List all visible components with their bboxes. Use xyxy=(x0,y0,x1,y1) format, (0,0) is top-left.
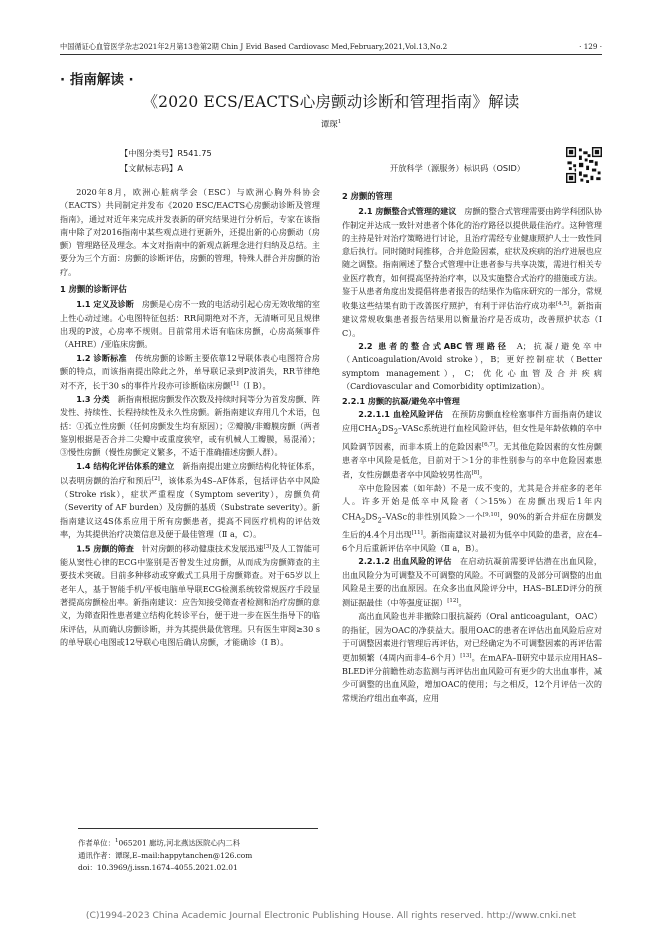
page-number: · 129 · xyxy=(579,42,602,51)
paragraph-1-4: 1.4 结构化评估体系的建立 新指南提出建立房颤结构化特征体系，以表明房颤的治疗和预后[2]，该体系为4S–AF体系，包括评估卒中风险（Stroke risk），症状严重程度（Symptom severity），房颤负荷（Severity of AF burden）及房颤的基质（Substrate severity）。新指南建议这4S体系应用于所有房颤患者，提高不同医疗机构的评估效率，为其提供治疗决策信息及便于最佳管理（Ⅱ a，C）。 xyxy=(60,460,320,539)
author: 谭琛$^1$ xyxy=(320,119,342,130)
qr-code-icon xyxy=(566,147,602,183)
paragraph-1-1: 1.1 定义及诊断 房颤是心房不一致的电活动引起心房无效收缩的室上性心动过速。心电图特征包括：RR间期绝对不齐，无清晰可见且规律出现的P波，心房率不规则。目前常用术语有临床房颤，心房高频事件（AHRE）/亚临床房颤。 xyxy=(60,299,320,350)
subsection-heading-2-2-1: 2.2.1 房颤的抗凝/避免卒中管理 xyxy=(342,396,460,407)
paragraph-stroke-risk: 卒中危险因素（如年龄）不是一成不变的，尤其是合并症多的老年人。许多开始是低卒中风险者（＞15%）在房颤出现后1年内$CHA_2DS_2$–VASc的非性别风险＞一个[9,10]，90%的新合并症在房颤发生后的4.4个月出现[11]。新指南建议对最初为低卒中风险的患者，应在4–6个月后重新评估卒中风险（Ⅱ a，B）。 xyxy=(342,482,602,554)
clc-number: 【中图分类号】R541.75 xyxy=(120,148,212,158)
doi: doi：10.3969/j.issn.1674–4055.2021.02.01 xyxy=(78,863,238,873)
paragraph-2-2: 2.2 患者的整合式ABC管理路径 A；抗凝/避免卒中（Anticoagulation/Avoid stroke），B；更好控制症状（Better symptom management），C；优化心血管及合并疾病（Cardiovascular and Comorbidity optimization）。 xyxy=(342,340,603,391)
paragraph-1-3: 1.3 分类 新指南根据房颤发作次数及持续时间等分为首发房颤、阵发性、持续性、长程持续性及永久性房颤。新指南建议弃用几个术语，包括：①孤立性房颤（任何房颤发生均有原因）；②瓣膜/非瓣膜房颤（两者鉴别根据是否合并二尖瓣中或重度狭窄，或有机械人工瓣膜，易混淆）；③慢性房颤（慢性房颤定义繁多，不适于准确描述房颤人群）。 xyxy=(60,394,321,458)
author-footnote xyxy=(78,828,318,875)
running-header xyxy=(60,40,602,55)
osid-label: 开放科学（源服务）标识码（OSID） xyxy=(390,163,525,173)
author-affiliation: 作者单位：$^1$065201 廊坊,河北燕达医院心内二科 xyxy=(78,838,241,848)
intro-paragraph: 2020年8月，欧洲心脏病学会（ESC）与欧洲心胸外科协会（EACTS）共同制定并发布《2020 ESC/EACTS心房颤动诊断及管理指南》，通过对近年来完成并发表新的研究结果进行分析后，专家在该指南中除了对2016指南中某些观点进行更新外，还提出新的心房颤动（房颤）管理路径及理念。本文对指南中的新观点新理念进行归纳及总结。主要分为三个方面：房颤的诊断评估，房颤的管理，特殊人群合并房颤的治疗。 xyxy=(60,187,320,277)
classification-block xyxy=(120,146,212,176)
paragraph-1-5: 1.5 房颤的筛查 针对房颤的移动健康技术发展迅速[3]及人工智能可能从窦性心律的ECG中鉴别是否曾发生过房颤，从而成为房颤筛查的主要技术突破。目前多种移动或穿戴式工具用于房颤筛查。对于65岁以上老年人，基于智能手机/平板电脑单导联ECG检测系统较常规医疗手段显著提高房颤检出率。新指南建议：应告知接受筛查者检测和治疗房颤的意义，为筛查阳性患者建立结构化转诊平台，便于进一步在医生指导下的临床评估，从而确认房颤诊断，并为其提供最优管理。只有医生审阅≥30 s的单导联心电图或12导联心电图后确认房颤，才能确诊（Ⅰ B）。 xyxy=(60,543,320,647)
document-code: 【文献标志码】A xyxy=(120,163,183,173)
section-heading-2: 2 房颤的管理 xyxy=(342,191,393,201)
journal-citation: 中国循证心血管医学杂志2021年2月第13卷第2期 Chin J Evid Based Cardiovasc Med,February,2021,Vol.13,No.2 xyxy=(60,42,448,51)
paragraph-2-2-1-2: 2.2.1.2 出血风险的评估 在启动抗凝前需要评估潜在出血风险，出血风险分为可调整及不可调整的风险。不可调整的及部分可调整的出血风险是主要的出血原因。在众多出血风险评分中，HAS–BLED评分的预测证据最佳（中等强度证据）[12]。 xyxy=(342,556,602,608)
article-title: 《2020 ECS/EACTS心房颤动诊断和管理指南》解读 xyxy=(142,93,520,111)
left-column xyxy=(60,186,320,649)
paragraph-2-2-1-1: 2.2.1.1 血栓风险评估 在预防房颤血栓栓塞事件方面指南仍建议应用$CHA_2DS_2$–VASc系统进行血栓风险评估，但女性是年龄依赖的卒中风险调节因素，而非本质上的危险因素[6,7]。无其他危险因素的女性房颤患者卒中风险是低危，目前对于＞1分的非性别参与的卒中危险因素患者，女性房颤患者卒中风险较男性高[8]。 xyxy=(342,409,602,480)
copyright-footer: (C)1994-2023 China Academic Journal Electronic Publishing House. All rights reserved. http://www.cnki.net xyxy=(85,910,577,921)
corresponding-author: 通讯作者：谭琛,E–mail:happytanchen@126.com xyxy=(78,850,253,860)
paragraph-1-2: 1.2 诊断标准 传统房颤的诊断主要依靠12导联体表心电图符合房颤的特点，而该指南提出除此之外，单导联记录到P波消失，RR节律绝对不齐，长于30 s的事件片段亦可诊断临床房颤[1]（Ⅰ B）。 xyxy=(60,352,320,391)
column-label: · 指南解读 · xyxy=(60,72,134,88)
paragraph-2-1: 2.1 房颤整合式管理的建议 房颤的整合式管理需要由跨学科团队协作制定并达成一致针对患者个体化的治疗路径以提供最佳治疗。这种管理的主持是针对治疗策略进行讨论，且治疗需经专业健康照护人士一致性同意后执行。同时随时间推移，合并危险因素，症状及疾病的治疗进展也应随之调整。指南阐述了整合式管理中让患者参与共享决策，需进行相关专业医疗教育，如何提高坚持治疗率，以及实施整合式治疗的措施或方法。鉴于从患者角度出发提倡将患者报告的结果作为临床研究的一部分，常规收集这些结果有助于改善医疗照护，有利于评估治疗成功率[4,5]。新指南建议常规收集患者报告结果用以衡量治疗是否成功，改善照护状态（Ⅰ C）。 xyxy=(342,206,602,338)
paragraph-oac: 高出血风险也并非撤除口服抗凝药（Oral anticoagulant，OAC）的指征，因为OAC的净获益大。服用OAC的患者在评估出血风险后应对于可调整因素进行管理后再评估，对已经确定为不可调整因素的再评估需更加频繁（4周内而非4–6个月）[13]。在mAFA–Ⅱ研究中显示应用HAS–BLED评分前瞻性动态监测与再评估出血风险可有更少的大出血事件，减少可调整的出血风险，增加OAC的使用；与之相反，12个月评估一次的常规治疗组出血率高，应用 xyxy=(342,611,602,703)
right-column xyxy=(342,186,602,705)
section-heading-1: 1 房颤的诊断评估 xyxy=(60,284,127,295)
